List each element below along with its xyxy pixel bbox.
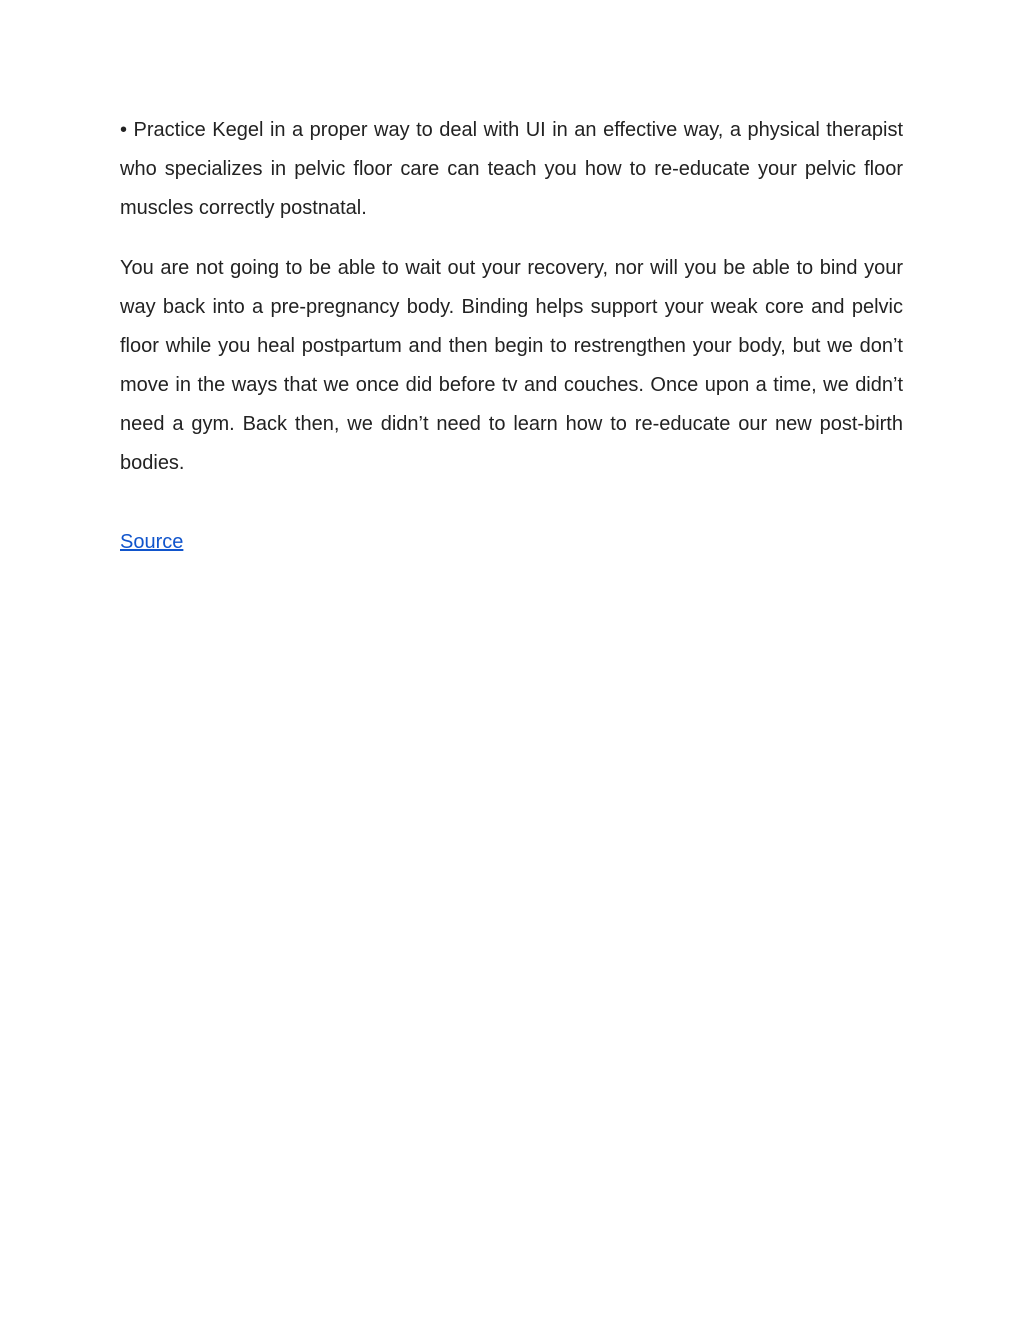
recovery-paragraph: You are not going to be able to wait out your recovery, nor will you be able to bind your way back into a pre-pregnancy body. Binding helps support your weak core and pelvic floor while you heal postpartum and then begin to restrengthen your body, but we don’t move in the ways that we once did before tv and couches. Once upon a time, we didn’t need a gym. Back then, we didn’t need to learn how to re-educate our new post-birth bodies.	[120, 257, 903, 474]
document-page	[120, 111, 903, 562]
source-link[interactable]: Source	[120, 531, 184, 553]
source-row	[120, 523, 903, 562]
kegel-bullet-paragraph: • Practice Kegel in a proper way to deal with UI in an effective way, a physical therapist who specializes in pelvic floor care can teach you how to re-educate your pelvic floor muscles correctly postnatal.	[120, 119, 903, 219]
